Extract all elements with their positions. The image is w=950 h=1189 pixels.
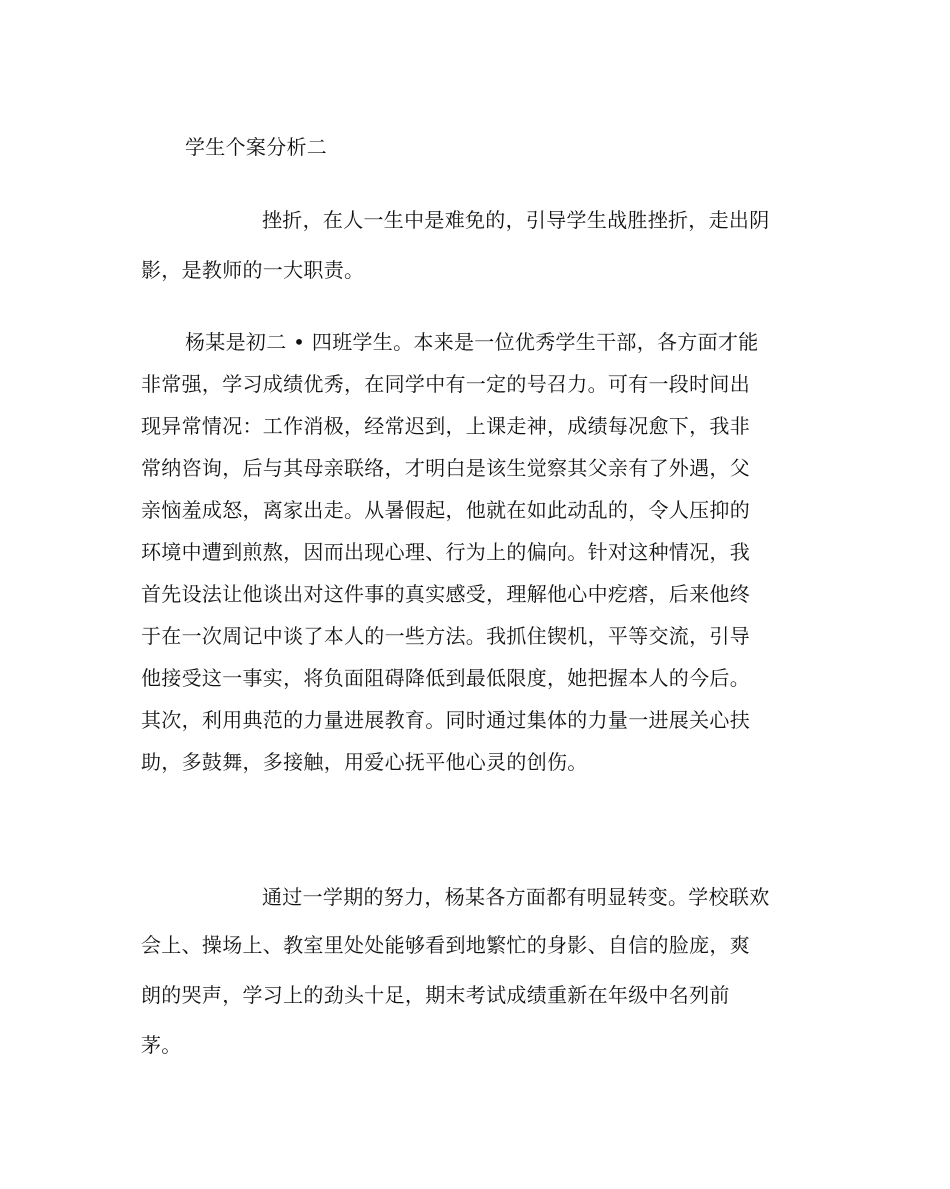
- paragraph-2-line-6: 环境中遭到煎熬，因而出现心理、行为上的偏向。针对这种情况，我: [141, 540, 750, 564]
- paragraph-3-line-3: 朗的哭声，学习上的劲头十足，期末考试成绩重新在年级中名列前: [141, 983, 730, 1007]
- paragraph-2-line-3: 现异常情况：工作消极，经常迟到，上课走神，成绩每况愈下，我非: [141, 414, 750, 438]
- paragraph-2-line-5: 亲恼羞成怒，离家出走。从暑假起，他就在如此动乱的，令人压抑的: [141, 498, 750, 522]
- paragraph-2-line-2: 非常强，学习成绩优秀，在同学中有一定的号召力。可有一段时间出: [141, 372, 750, 396]
- paragraph-3-line-4: 茅。: [141, 1033, 182, 1057]
- paragraph-2-line-7: 首先设法让他谈出对这件事的真实感受，理解他心中疙瘩，后来他终: [141, 582, 750, 606]
- paragraph-2-line-10: 其次，利用典范的力量进展教育。同时通过集体的力量一进展关心扶: [141, 708, 750, 732]
- paragraph-3-line-2: 会上、操场上、教室里处处能够看到地繁忙的身影、自信的脸庞，爽: [141, 933, 750, 957]
- paragraph-2-line-9: 他接受这一事实，将负面阻碍降低到最低限度，她把握本人的今后。: [141, 666, 750, 690]
- paragraph-1-line-2: 影，是教师的一大职责。: [141, 258, 365, 282]
- paragraph-3-line-1: 通过一学期的努力，杨某各方面都有明显转变。学校联欢: [262, 885, 770, 909]
- paragraph-1-line-1: 挫折，在人一生中是难免的，引导学生战胜挫折，走出阴: [262, 208, 770, 232]
- paragraph-2-line-1: 杨某是初二 • 四班学生。本来是一位优秀学生干部，各方面才能: [185, 330, 759, 354]
- paragraph-2-line-4: 常纳咨询，后与其母亲联络，才明白是该生觉察其父亲有了外遇，父: [141, 456, 750, 480]
- paragraph-2-line-8: 于在一次周记中谈了本人的一些方法。我抓住锲机，平等交流，引导: [141, 624, 750, 648]
- document-title: 学生个案分析二: [185, 135, 328, 159]
- paragraph-2-line-11: 助，多鼓舞，多接触，用爱心抚平他心灵的创伤。: [141, 750, 588, 774]
